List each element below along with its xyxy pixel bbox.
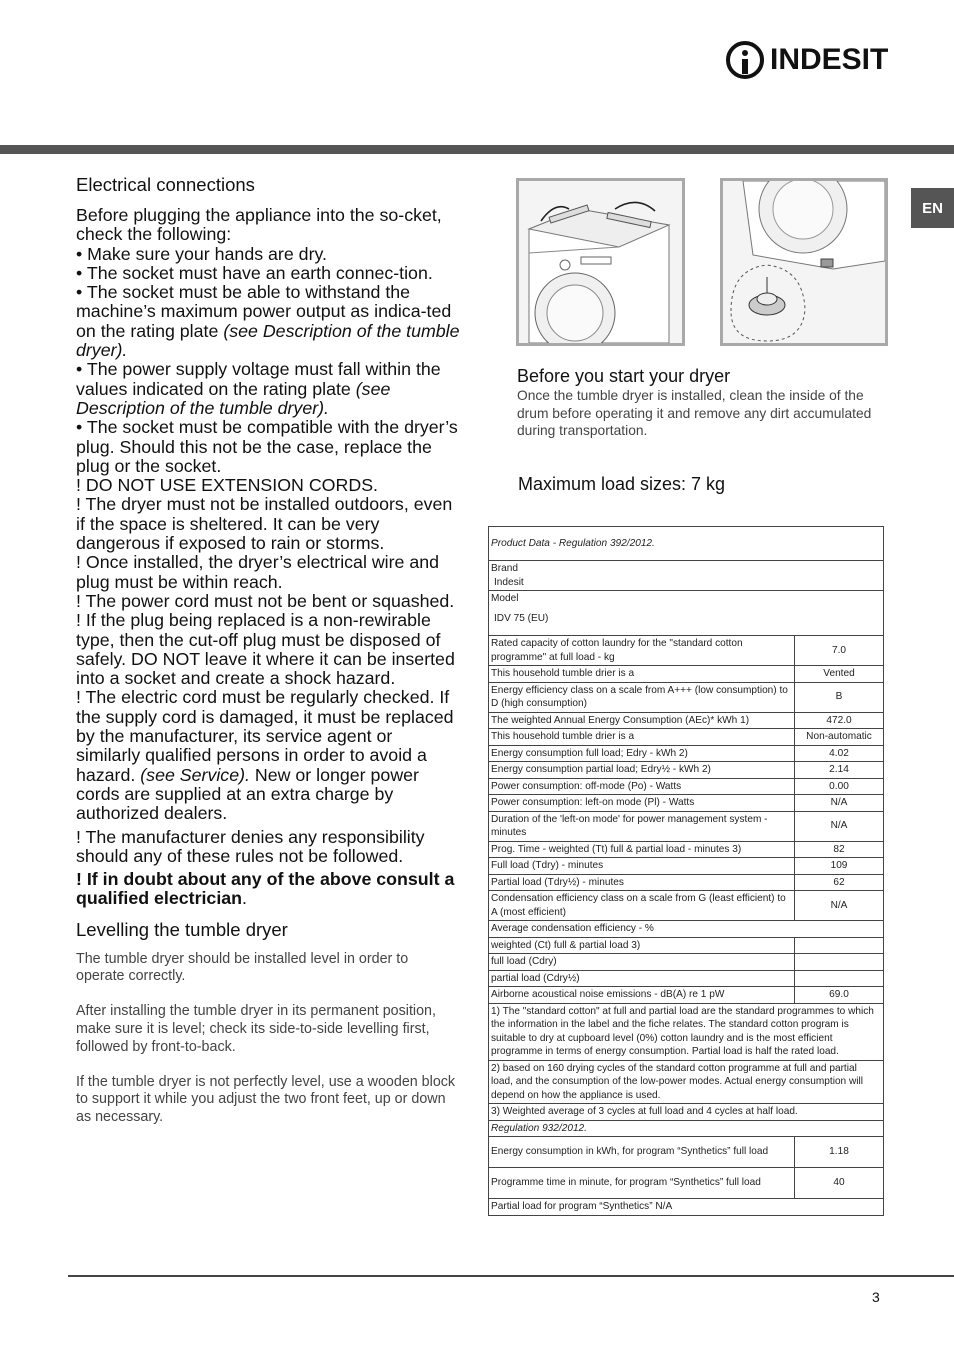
- fiche-value-cell: 2.14: [795, 762, 884, 779]
- fiche-value-cell: [795, 970, 884, 987]
- regulation-932: Regulation 932/2012.: [489, 1120, 884, 1137]
- fiche-label-cell: Rated capacity of cotton laundry for the "standard cotton programme" at full load - kg: [489, 636, 795, 666]
- table-row: [489, 591, 884, 636]
- synthetics-partial-load: Partial load for program “Synthetics” N/A: [489, 1199, 884, 1216]
- fiche-label-cell: Power consumption: left-on mode (Pl) - Watts: [489, 795, 795, 812]
- fiche-label-cell: partial load (Cdry½): [489, 970, 795, 987]
- fiche-label-cell: Energy consumption full load; Edry - kWh 2): [489, 745, 795, 762]
- fiche-label-cell: Full load (Tdry) - minutes: [489, 858, 795, 875]
- warning-responsibility: ! The manufacturer denies any responsibility should any of these rules not be followed.: [76, 826, 425, 866]
- fiche-label-cell: Prog. Time - weighted (Tt) full & partial load - minutes 3): [489, 841, 795, 858]
- fiche-value-cell: N/A: [795, 811, 884, 841]
- table-row: [489, 841, 884, 858]
- table-row: [489, 762, 884, 779]
- warning-extension: ! DO NOT USE EXTENSION CORDS.: [76, 475, 378, 496]
- table-row: [489, 1104, 884, 1121]
- fiche-value-cell: 0.00: [795, 778, 884, 795]
- table-row: [489, 682, 884, 712]
- fiche-value-cell: 62: [795, 874, 884, 891]
- table-row: [489, 858, 884, 875]
- warning-outdoors: ! The dryer must not be installed outdoors, even if the space is sheltered. It can be very dangerous if exposed to rain or storms.: [76, 494, 453, 554]
- logo-text: INDESIT: [770, 43, 889, 76]
- table-row: [489, 921, 884, 938]
- table-row: [489, 795, 884, 812]
- table-row: [489, 1168, 884, 1199]
- fiche-value-cell: 69.0: [795, 987, 884, 1004]
- fiche-value-cell: [795, 937, 884, 954]
- table-row: [489, 811, 884, 841]
- warning-electrician: ! If in doubt about any of the above consult a qualified electrician.: [76, 869, 455, 909]
- levelling-title: Levelling the tumble dryer: [76, 918, 288, 940]
- before-you-start-text: Once the tumble dryer is installed, clean the inside of the drum before operating it and remove any dirt accumulated during transportation.: [517, 388, 872, 439]
- warning-reach: ! Once installed, the dryer’s electrical wire and plug must be within reach.: [76, 552, 440, 592]
- fiche-value-cell: 109: [795, 858, 884, 875]
- logo-i-icon: [726, 41, 764, 79]
- table-row: [489, 987, 884, 1004]
- table-row: [489, 1199, 884, 1216]
- fiche-label-cell: This household tumble drier is a: [489, 729, 795, 746]
- table-row: [489, 1137, 884, 1168]
- fiche-label-cell: The weighted Annual Energy Consumption (AEc)* kWh 1): [489, 712, 795, 729]
- table-row: [489, 745, 884, 762]
- footnote-1: 1) The "standard cotton" at full and partial load are the standard programmes to which the information in the label and the fiche relates. The standard cotton program is suitable to dry at cupboard level (0%) cotton laundry and is the most efficient programme in terms of energy consumption. Partial load is half the rated load.: [489, 1003, 884, 1060]
- language-tab: EN: [911, 188, 954, 228]
- dryer-feet-illustration: [720, 178, 888, 346]
- levelling-p2: After installing the tumble dryer in its permanent position, make sure it is level; check its side-to-side levelling first, followed by front-to-back.: [76, 1003, 436, 1055]
- fiche-label-cell: Energy efficiency class on a scale from A+++ (low consumption) to D (high consumption): [489, 682, 795, 712]
- product-fiche-table: [488, 526, 884, 1216]
- dryer-levelling-top-icon: [519, 181, 682, 343]
- fiche-label-cell: Partial load (Tdry½) - minutes: [489, 874, 795, 891]
- fiche-title: Product Data - Regulation 392/2012.: [489, 527, 884, 561]
- levelling-p3: If the tumble dryer is not perfectly level, use a wooden block to support it while you adjust the two front feet, up or down as necessary.: [76, 1073, 456, 1126]
- footnote-2: 2) based on 160 drying cycles of the standard cotton programme at full and partial load, and the consumption of the low-power modes. Actual energy consumption will depend on how the appliance is used.: [489, 1060, 884, 1104]
- model-cell: Model IDV 75 (EU): [489, 591, 884, 636]
- table-row: [489, 954, 884, 971]
- table-row: [489, 712, 884, 729]
- table-row: [489, 970, 884, 987]
- table-row: [489, 778, 884, 795]
- bullet-earth: • The socket must have an earth connec-tion.: [76, 262, 433, 283]
- table-row: [489, 729, 884, 746]
- fiche-value-cell: Non-automatic: [795, 729, 884, 746]
- page-number: 3: [872, 1289, 880, 1305]
- synthetics-energy-label: Energy consumption in kWh, for program “Synthetics” full load: [489, 1137, 795, 1168]
- bullet-hands-dry: • Make sure your hands are dry.: [76, 243, 327, 264]
- warning-plug-replace: ! If the plug being replaced is a non-rewirable type, then the cut-off plug must be disposed of safely. DO NOT leave it where it can be inserted into a socket and create a shock hazard.: [76, 610, 455, 689]
- fiche-label-cell: Airborne acoustical noise emissions - dB(A) re 1 pW: [489, 987, 795, 1004]
- table-row: [489, 561, 884, 591]
- table-row: [489, 636, 884, 666]
- fiche-value-cell: N/A: [795, 795, 884, 812]
- fiche-label-cell: Power consumption: off-mode (Po) - Watts: [489, 778, 795, 795]
- footer-rule: [68, 1275, 954, 1277]
- electrical-text: [76, 206, 460, 909]
- footnote-3: 3) Weighted average of 3 cycles at full load and 4 cycles at half load.: [489, 1104, 884, 1121]
- electrical-connections-title: Electrical connections: [76, 174, 255, 195]
- levelling-p1: The tumble dryer should be installed level in order to operate correctly.: [76, 950, 409, 985]
- bullet-plug: • The socket must be compatible with the dryer’s plug. Should this not be the case, replace the plug or the socket.: [76, 417, 458, 476]
- fiche-value-cell: N/A: [795, 891, 884, 921]
- avg-condensation-cell: Average condensation efficiency - %: [489, 921, 884, 938]
- fiche-label-cell: Duration of the 'left-on mode' for power management system - minutes: [489, 811, 795, 841]
- table-row: [489, 1003, 884, 1060]
- brand-cell: Brand Indesit: [489, 561, 884, 591]
- indesit-logo: [726, 38, 888, 82]
- left-column: [76, 174, 460, 1127]
- fiche-label-cell: Condensation efficiency class on a scale from G (least efficient) to A (most efficient): [489, 891, 795, 921]
- table-row: [489, 937, 884, 954]
- bullet-power-output: • The socket must be able to withstand the machine’s maximum power output as indica-ted on the rating plate (see Description of the tumble dryer).: [76, 282, 460, 361]
- header-rule: [0, 145, 954, 154]
- fiche-value-cell: 82: [795, 841, 884, 858]
- table-row: [489, 1120, 884, 1137]
- bullet-voltage: • The power supply voltage must fall within the values indicated on the rating plate (see Description of the tumble dryer).: [76, 359, 441, 418]
- table-row: [489, 1060, 884, 1104]
- fiche-label-cell: Energy consumption partial load; Edry½ - kWh 2): [489, 762, 795, 779]
- adjustable-foot-icon: [723, 181, 885, 343]
- fiche-value-cell: 4.02: [795, 745, 884, 762]
- table-row: [489, 666, 884, 683]
- fiche-value-cell: [795, 954, 884, 971]
- before-you-start-title: Before you start your dryer: [517, 366, 731, 386]
- synthetics-energy-value: 1.18: [795, 1137, 884, 1168]
- fiche-label-cell: This household tumble drier is a: [489, 666, 795, 683]
- fiche-value-cell: 7.0: [795, 636, 884, 666]
- table-row: [489, 874, 884, 891]
- synthetics-time-label: Programme time in minute, for program “Synthetics” full load: [489, 1168, 795, 1199]
- warning-cord-bent: ! The power cord must not be bent or squashed.: [76, 590, 455, 611]
- dryer-top-illustration: [516, 178, 685, 346]
- fiche-value-cell: Vented: [795, 666, 884, 683]
- fiche-label-cell: full load (Cdry): [489, 954, 795, 971]
- max-load-title: Maximum load sizes: 7 kg: [518, 474, 726, 494]
- fiche-value-cell: B: [795, 682, 884, 712]
- warning-cord-check: ! The electric cord must be regularly checked. If the supply cord is damaged, it must be replaced by the manufacturer, its service agent or similarly qualified persons in order to avoid a hazard. (see Service). New or longer power cords are supplied at an extra charge by authorized dealers.: [76, 687, 454, 824]
- synthetics-time-value: 40: [795, 1168, 884, 1199]
- table-row: [489, 527, 884, 561]
- table-row: [489, 891, 884, 921]
- fiche-value-cell: 472.0: [795, 712, 884, 729]
- fiche-label-cell: weighted (Ct) full & partial load 3): [489, 937, 795, 954]
- intro-text: Before plugging the appliance into the so-cket, check the following:: [76, 205, 442, 245]
